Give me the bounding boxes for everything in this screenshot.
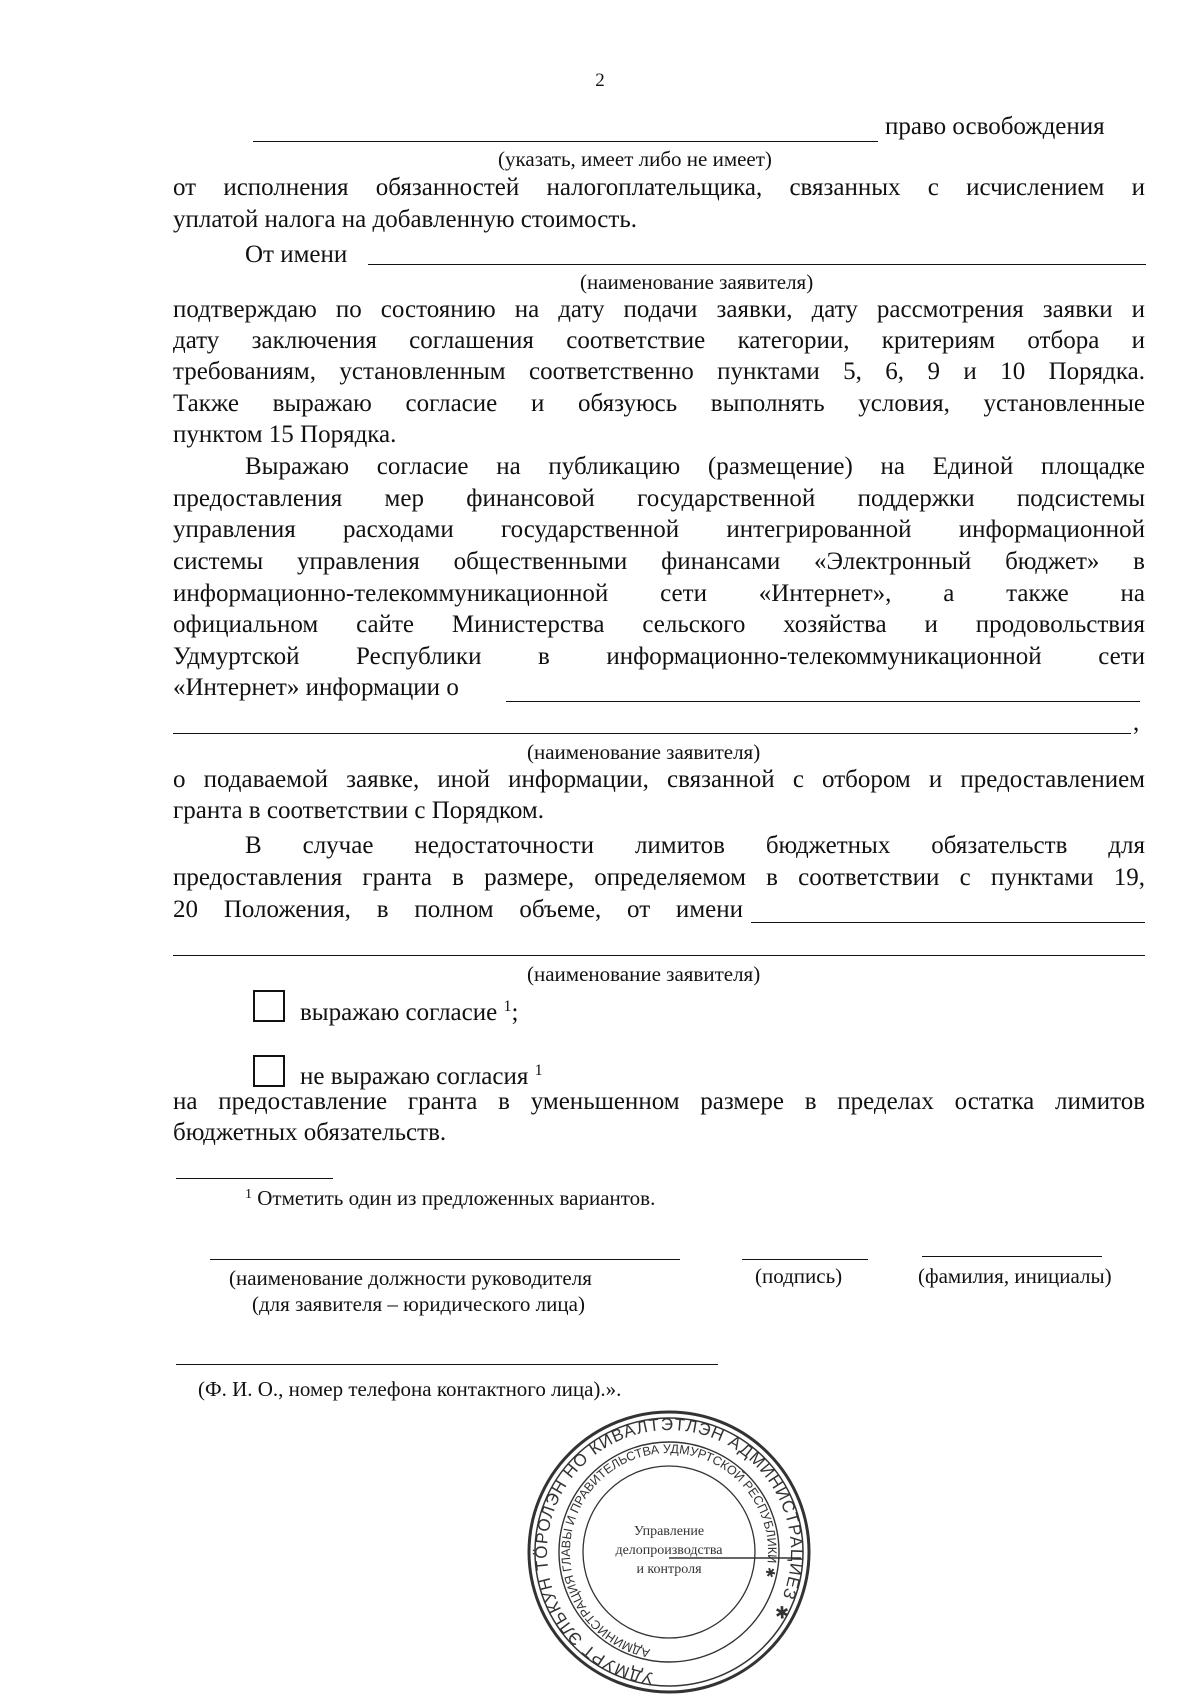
agree-suffix: ; (511, 999, 519, 1026)
text-line: гранта в соответствии с Порядком. (173, 797, 544, 824)
name-line (922, 1256, 1102, 1257)
stamp-center-line: и контроля (636, 1562, 702, 1577)
text-line: предоставления гранта в размере, определяемом в соответствии с пунктами 19, (173, 864, 1145, 891)
applicant-name-line (751, 922, 1145, 923)
applicant-name-line (368, 264, 1146, 265)
disagree-label: не выражаю согласия (300, 1063, 529, 1090)
text-line: Выражаю согласие на публикацию (размещение) на Единой площадке (245, 453, 1145, 480)
footnote-ref: 1 (503, 998, 512, 1015)
text-line: Удмуртской Республики в информационно-телекоммуникационной сети (173, 643, 1145, 670)
text-line: предоставления мер финансовой государственной поддержки подсистемы (173, 485, 1145, 512)
contact-label: (Ф. И. О., номер телефона контактного лица).». (198, 1377, 622, 1401)
stamp-inner-text: АДМИНИСТРАЦИЯ ГЛАВЫ И ПРАВИТЕЛЬСТВА УДМУРТСКОЙ РЕСПУБЛИКИ ✱ (558, 1441, 780, 1661)
agree-label: выражаю согласие (300, 999, 498, 1026)
position-label-2: (для заявителя – юридического лица) (252, 1292, 585, 1316)
position-label: (наименование должности руководителя (229, 1266, 592, 1290)
footnote-ref: 1 (534, 1062, 543, 1079)
text-line: Также выражаю согласие и обязуюсь выполнять условия, установленные (173, 390, 1145, 417)
text-line: о подаваемой заявке, иной информации, связанной с отбором и предоставлением (173, 766, 1145, 793)
exemption-right-text: право освобождения (885, 113, 1105, 140)
official-stamp (519, 1402, 819, 1702)
comma: , (1133, 709, 1140, 736)
text-line: информационно-телекоммуникационной сети «Интернет», а также на (173, 580, 1145, 607)
footnote-marker: 1 (245, 1187, 252, 1202)
text-line: «Интернет» информации о (173, 674, 459, 701)
applicant-name-hint: (наименование заявителя) (527, 740, 761, 764)
text-line: от исполнения обязанностей налогоплательщика, связанных с исчислением и (173, 174, 1145, 201)
applicant-name-hint: (наименование заявителя) (580, 270, 814, 294)
page-number: 2 (595, 70, 605, 91)
text-line: официальном сайте Министерства сельского хозяйства и продовольствия (173, 611, 1145, 638)
footnote-separator (176, 1178, 333, 1179)
text-line: 20 Положения, в полном объеме, от имени (173, 896, 743, 923)
text-line: системы управления общественными финансами «Электронный бюджет» в (173, 548, 1145, 575)
exemption-blank-line (253, 141, 878, 142)
text-line: бюджетных обязательств. (173, 1119, 447, 1146)
applicant-name-line (173, 955, 1145, 956)
agree-option (300, 992, 518, 1028)
text-line: пунктом 15 Порядка. (173, 421, 397, 448)
text-line: уплатой налога на добавленную стоимость. (173, 206, 637, 233)
signature-label: (подпись) (755, 1264, 843, 1288)
agree-checkbox[interactable] (253, 990, 285, 1022)
exemption-hint: (указать, имеет либо не имеет) (498, 147, 772, 171)
on-behalf-prefix: От имени (245, 241, 348, 268)
applicant-name-line (506, 701, 1140, 702)
text-line: требованиям, установленным соответственно пунктами 5, 6, 9 и 10 Порядка. (173, 358, 1145, 385)
text-line: управления расходами государственной интегрированной информационной (173, 516, 1145, 543)
text-line: В случае недостаточности лимитов бюджетных обязательств для (245, 832, 1145, 859)
contact-line (176, 1364, 718, 1365)
text-line: дату заключения соглашения соответствие категории, критериям отбора и (173, 327, 1145, 354)
footnote (245, 1183, 655, 1210)
signature-line (742, 1259, 868, 1260)
applicant-name-line (173, 733, 1131, 734)
stamp-center-line: делопроизводства (615, 1543, 723, 1558)
text-line: на предоставление гранта в уменьшенном размере в пределах остатка лимитов (173, 1088, 1145, 1115)
footnote-text: Отметить один из предложенных вариантов. (257, 1186, 656, 1210)
position-line (210, 1259, 680, 1260)
text-line: подтверждаю по состоянию на дату подачи заявки, дату рассмотрения заявки и (173, 296, 1145, 323)
name-label: (фамилия, инициалы) (918, 1264, 1112, 1288)
disagree-checkbox[interactable] (253, 1055, 285, 1087)
stamp-center-line: Управление (633, 1524, 705, 1539)
stamp-outer-text: УДМУРТ ЭЛЬКУН ТӦРОЛЭН НО КИВАЛТЭТЛЭН АДМИНИСТРАЦИЕЗ ✱ (531, 1414, 807, 1688)
applicant-name-hint: (наименование заявителя) (527, 962, 761, 986)
